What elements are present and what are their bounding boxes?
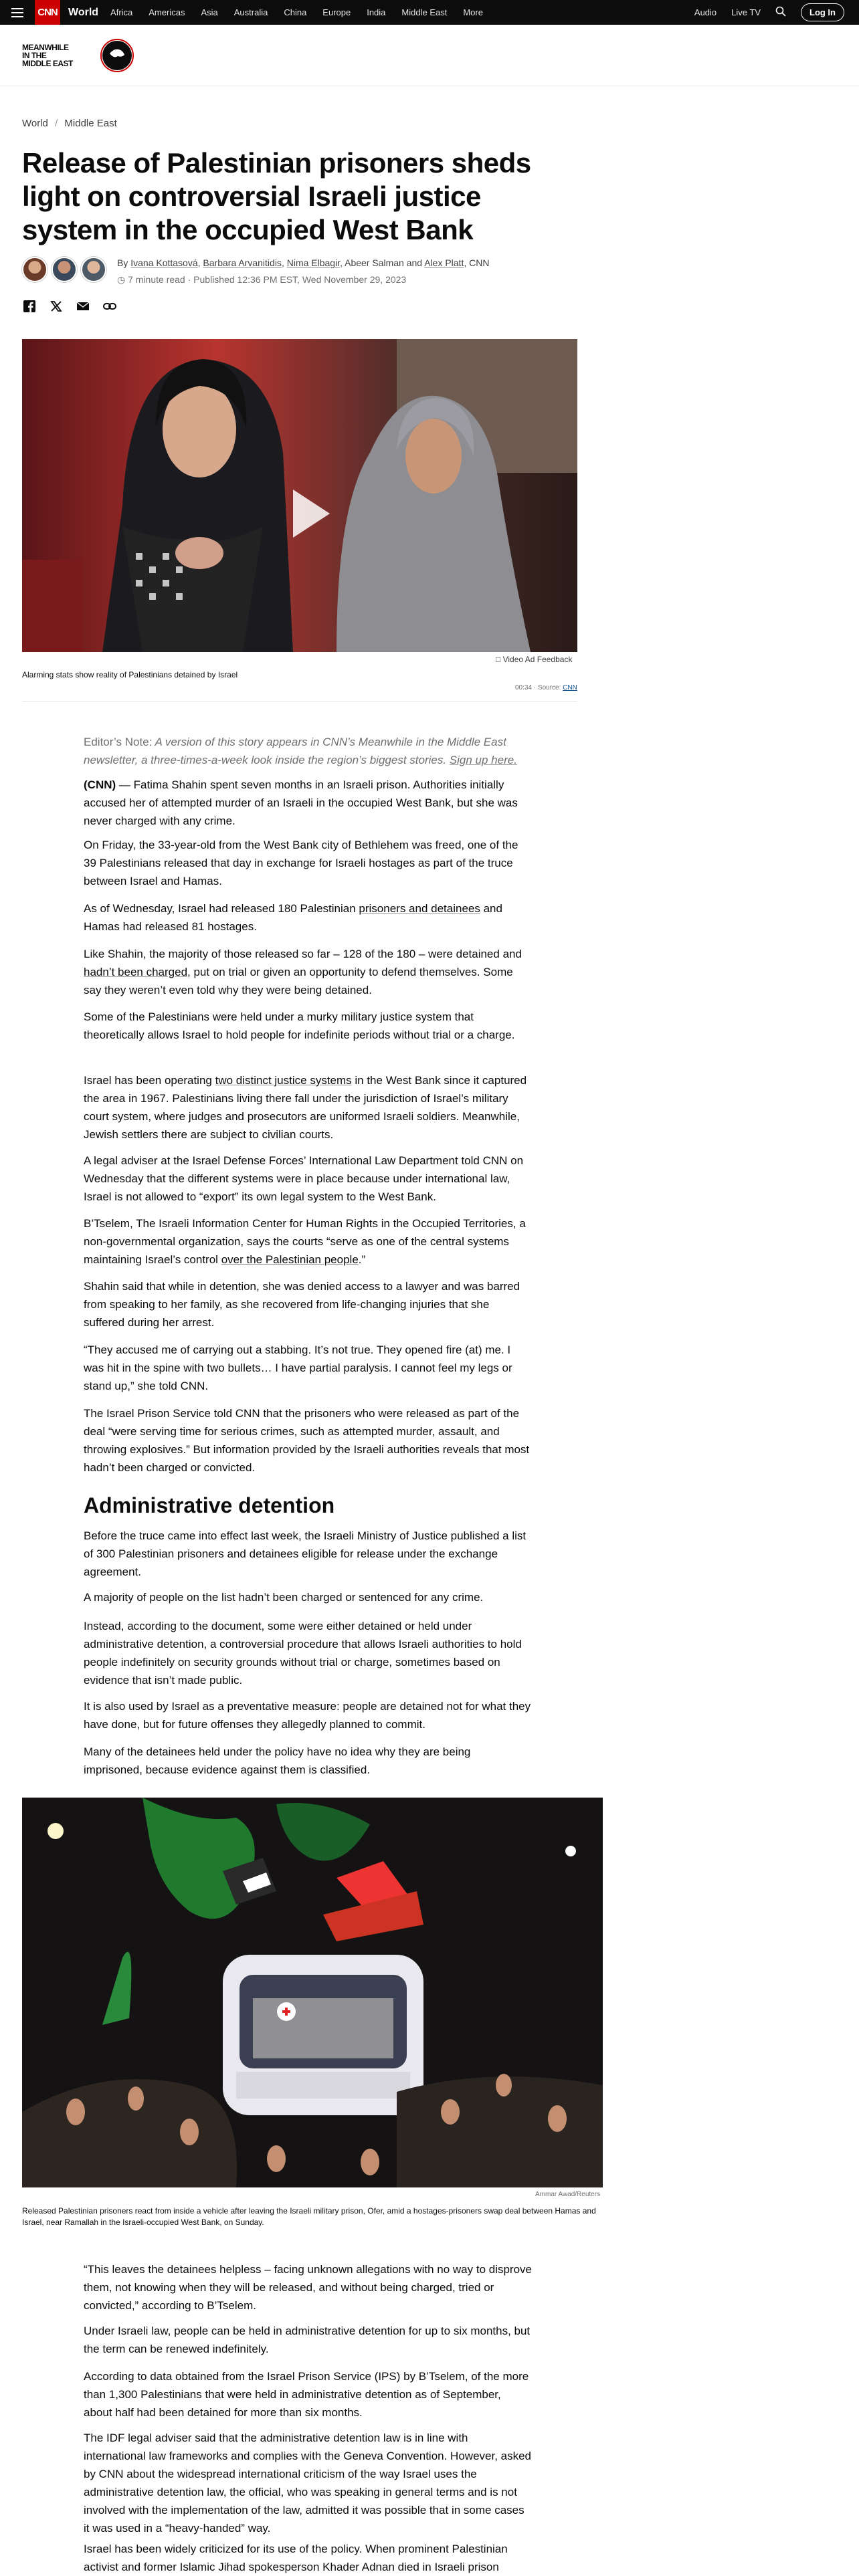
author-link[interactable]: Ivana Kottasová (130, 257, 198, 268)
video-caption: Alarming stats show reality of Palestinians detained by Israel (22, 670, 238, 679)
nav-item-more[interactable]: More (463, 7, 483, 17)
login-button[interactable]: Log In (801, 3, 844, 21)
breadcrumb-separator: / (55, 118, 58, 129)
video-meta (515, 684, 577, 691)
facebook-icon[interactable] (22, 299, 37, 314)
article-photo[interactable] (22, 1798, 603, 2187)
inline-link[interactable]: prisoners and detainees (359, 902, 480, 915)
author-link[interactable]: Nima Elbagir (286, 257, 341, 268)
author-link[interactable]: Alex Platt (424, 257, 464, 268)
video-meta-separator: · (533, 684, 537, 691)
nav-item-africa[interactable]: Africa (110, 7, 133, 17)
author-avatar[interactable] (22, 257, 47, 282)
byline-prefix: By (117, 257, 128, 268)
nav-live-tv[interactable]: Live TV (731, 7, 761, 17)
paragraph: Before the truce came into effect last week, the Israeli Ministry of Justice published a list of 300 Palestinian prisoners and detainees eligible for release under the exchange agreement. (84, 1529, 527, 1578)
paragraph (84, 899, 532, 936)
paragraph: The IDF legal adviser said that the administrative detention law is in line with international law frameworks and complies with the Geneva Convention. However, asked by CNN about the widespread international criticism of the way Israel uses the administrative detention law, the official, who was speaking in general terms and is not involved with the implementation of the law, admitted it was possible that in some cases it was used in a “heavy-handed” way. (84, 2432, 532, 2535)
video-ad-feedback[interactable] (496, 655, 572, 664)
brand-line-1: MEANWHILE (22, 43, 69, 52)
ad-feedback-label: Video Ad Feedback (502, 655, 573, 664)
article-meta (117, 274, 406, 286)
paragraph-text: B’Tselem, The Israeli Information Center for Human Rights in the Occupied Territories, a non-governmental organization, says the courts “serve as one of the central systems maintaining Israel’s control (84, 1217, 526, 1266)
video-duration: 00:34 (515, 684, 533, 691)
nav-item-australia[interactable]: Australia (233, 7, 268, 17)
cnn-logo[interactable]: CNN (35, 0, 60, 25)
paragraph: “They accused me of carrying out a stabbing. It’s not true. They opened fire (at) me. I was hit in the spine with two bullets… I have partial paralysis. I cannot feel my legs or stand up,” she told CNN. (84, 1344, 512, 1392)
paragraph-text: in the West Bank since it captured the area in 1967. Palestinians living there fall under the jurisdiction of Israel’s military court system, where judges and prosecutors are uniformed Israeli soldiers. Meanwhile, Jewish settlers there are subject to civilian courts. (84, 1074, 527, 1141)
paragraph: According to data obtained from the Israel Prison Service (IPS) by B’Tselem, of the more than 1,300 Palestinians that were held in administrative detention as of September, about half had been detained for more than six months. (84, 2370, 529, 2419)
newsletter-signup-link[interactable]: Sign up here. (449, 754, 517, 766)
section-title[interactable]: World (68, 6, 99, 18)
paragraph: The Israel Prison Service told CNN that the prisoners who were released as part of the deal “were serving time for serious crimes, such as attempted murder, assault, and throwing explosives.” But information provided by the Israeli authorities reveals that most hadn’t been charged or convicted. (84, 1407, 530, 1474)
share-bar (22, 299, 117, 314)
nav-item-china[interactable]: China (284, 7, 307, 17)
section-heading: Administrative detention (84, 1493, 335, 1517)
inline-link[interactable]: over the Palestinian people (221, 1253, 359, 1266)
x-icon[interactable] (49, 299, 64, 314)
paragraph: Many of the detainees held under the policy have no idea why they are being imprisoned, because evidence against them is classified. (84, 1745, 471, 1776)
breadcrumb-world[interactable]: World (22, 118, 48, 129)
byline-suffix: , CNN (464, 257, 490, 268)
paragraph-text: , put on trial or given an opportunity to defend themselves. Some say they weren’t even told why they were being detained. (84, 966, 513, 996)
email-icon[interactable] (76, 299, 90, 314)
editor-note (84, 733, 532, 769)
paragraph: “This leaves the detainees helpless – facing unknown allegations with no way to disprove them, not knowing when they will be released, and without being charged, tried or convicted,” according to B’Tselem. (84, 2263, 533, 2312)
breadcrumb (22, 118, 117, 129)
author-avatars (22, 257, 106, 282)
nav-item-asia[interactable]: Asia (201, 7, 218, 17)
author-link[interactable]: Barbara Arvanitidis (203, 257, 282, 268)
paragraph-text: As of Wednesday, Israel had released 180 Palestinian (84, 902, 359, 915)
photo-image (22, 1798, 603, 2187)
brand-line-3: MIDDLE EAST (22, 59, 73, 68)
inline-link[interactable]: hadn’t been charged (84, 966, 188, 978)
paragraph-text: and Hamas had released 81 hostages. (84, 902, 502, 933)
paragraph-text: Israel has been operating (84, 1074, 215, 1087)
menu-icon[interactable] (0, 0, 35, 25)
byline: By Ivana Kottasová, Barbara Arvanitidis, Nima Elbagir, Abeer Salman and Alex Platt, CNN (117, 257, 490, 268)
dateline: (CNN) (84, 778, 116, 791)
inline-link[interactable]: two distinct justice systems (215, 1074, 352, 1087)
paragraph: Some of the Palestinians were held under a murky military justice system that theoretically allows Israel to hold people for indefinite periods without trial or a charge. (84, 1010, 515, 1041)
video-source-label: Source: (537, 684, 561, 691)
paragraph (84, 945, 532, 999)
paragraph: A majority of people on the list hadn’t been charged or sentenced for any crime. (84, 1591, 484, 1604)
paragraph: On Friday, the 33-year-old from the West Bank city of Bethlehem was freed, one of the 39 Palestinians released that day in exchange for Israeli hostages as part of the truce between Israel and Hamas. (84, 839, 518, 887)
photo-caption: Released Palestinian prisoners react from inside a vehicle after leaving the Israeli military prison, Ofer, amid a hostages-prisoners swap deal between Hamas and Israel, near Ramallah in the Israeli-occupied West Bank, on Sunday. (22, 2206, 596, 2227)
nav-item-americas[interactable]: Americas (149, 7, 185, 17)
paragraph: Shahin said that while in detention, she was denied access to a lawyer and was barred from speaking to her family, as she recovered from life-changing injuries that she suffered during her arrest. (84, 1280, 520, 1329)
nav-item-india[interactable]: India (367, 7, 386, 17)
clock-icon: ◷ (117, 274, 126, 285)
published-date: Published 12:36 PM EST, Wed November 29, 2023 (193, 274, 407, 285)
paragraph (84, 776, 532, 830)
globe-logo-icon (100, 39, 134, 72)
feedback-icon: □ (496, 655, 501, 664)
divider (22, 701, 577, 702)
paragraph: Under Israeli law, people can be held in administrative detention for up to six months, but the term can be renewed indefinitely. (84, 2325, 531, 2355)
paragraph (84, 1214, 532, 1269)
play-icon[interactable] (293, 490, 330, 538)
read-time: 7 minute read (128, 274, 185, 285)
paragraph: It is also used by Israel as a preventative measure: people are detained not for what they have done, but for future offenses they allegedly planned to commit. (84, 1700, 531, 1731)
paragraph-text: .” (358, 1253, 366, 1266)
nav-item-europe[interactable]: Europe (322, 7, 351, 17)
video-source-link[interactable]: CNN (563, 684, 577, 691)
byline-text: , Abeer Salman and (340, 257, 423, 268)
search-icon[interactable] (775, 6, 786, 19)
paragraph-text: Like Shahin, the majority of those released so far – 128 of the 180 – were detained and (84, 948, 522, 960)
top-nav (0, 0, 859, 25)
brand-line-2: IN THE (22, 51, 47, 60)
newsletter-brand-bar (0, 25, 859, 86)
paragraph: Instead, according to the document, some were either detained or held under administrative detention, a controversial procedure that allows Israeli authorities to hold people indefinitely on security grounds without trial or charge, sometimes based on evidence that isn’t made public. (84, 1620, 522, 1687)
editor-note-label: Editor’s Note: (84, 736, 153, 748)
meanwhile-logo-text[interactable] (22, 43, 73, 68)
paragraph (84, 1071, 532, 1144)
nav-audio[interactable]: Audio (694, 7, 717, 17)
author-avatar[interactable] (52, 257, 77, 282)
headline: Release of Palestinian prisoners sheds light on controversial Israeli justice system in the occupied West Bank (22, 147, 531, 245)
video-player[interactable] (22, 339, 577, 652)
link-icon[interactable] (102, 299, 117, 314)
photo-credit: Ammar Awad/Reuters (535, 2191, 601, 2198)
paragraph: Israel has been widely criticized for its use of the policy. When prominent Palestinian activist and former Islamic Jihad spokesperson Khader Adnan died in Israeli prison (84, 2543, 508, 2573)
paragraph: A legal adviser at the Israel Defense Forces’ International Law Department told CNN on Wednesday that the different systems were in place because under international law, Israel is not allowed to “export” its own legal system to the West Bank. (84, 1154, 524, 1203)
nav-item-middle-east[interactable]: Middle East (401, 7, 448, 17)
meta-separator: · (187, 274, 191, 285)
paragraph-text: — Fatima Shahin spent seven months in an Israeli prison. Authorities initially accused her of attempted murder of an Israeli in the occupied West Bank, but she was never charged with any crime. (84, 778, 518, 827)
author-avatar[interactable] (81, 257, 106, 282)
breadcrumb-middle-east[interactable]: Middle East (64, 118, 117, 129)
editor-note-text: A version of this story appears in CNN’s Meanwhile in the Middle East newsletter, a three-times-a-week look inside the region’s biggest stories. (84, 736, 506, 766)
